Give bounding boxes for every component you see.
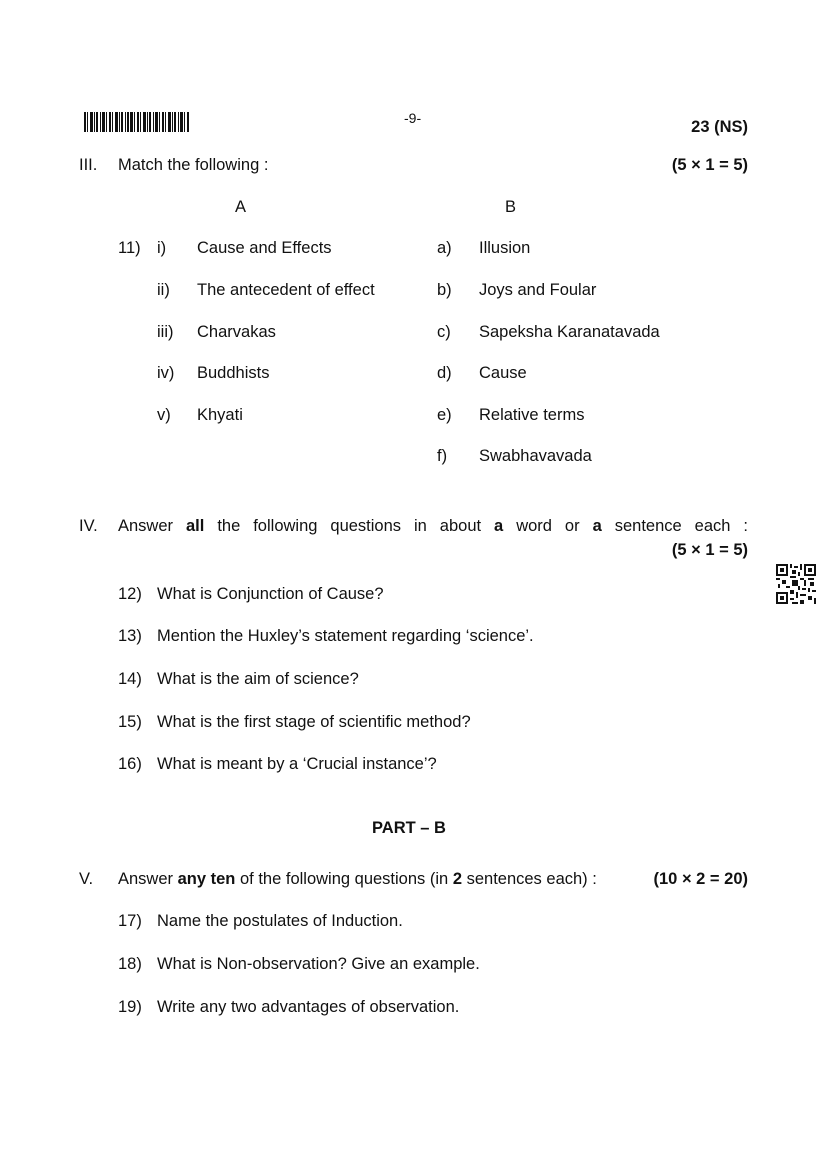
col-b-item: Illusion <box>479 239 531 257</box>
question-11-number: 11) <box>118 239 141 257</box>
column-a-heading: A <box>235 198 247 216</box>
col-a-label: i) <box>157 239 167 257</box>
barcode-image <box>84 112 190 132</box>
instruction-emphasis: a <box>592 517 602 535</box>
col-b-label: e) <box>437 406 452 424</box>
qr-code-image <box>776 564 816 604</box>
question-text: What is Conjunction of Cause? <box>157 585 384 603</box>
question-number: 17) <box>118 912 142 930</box>
col-b-label: b) <box>437 281 452 299</box>
col-b-item: Cause <box>479 364 527 382</box>
question-number: 18) <box>118 955 142 973</box>
section-v-marks: (10 × 2 = 20) <box>653 870 748 888</box>
col-b-item: Relative terms <box>479 406 585 424</box>
instruction-emphasis: a <box>494 517 504 535</box>
instruction-text: sentences each) : <box>466 870 597 888</box>
question-number: 12) <box>118 585 142 603</box>
col-b-item: Sapeksha Karanatavada <box>479 323 660 341</box>
section-iii-marks: (5 × 1 = 5) <box>671 156 748 174</box>
section-iv-marks: (5 × 1 = 5) <box>671 541 748 559</box>
col-a-item: The antecedent of effect <box>197 281 375 299</box>
question-text: Write any two advantages of observation. <box>157 998 460 1016</box>
question-text: What is the first stage of scientific method? <box>157 713 471 731</box>
section-v-instruction <box>118 870 597 889</box>
instruction-text: Answer <box>118 517 174 535</box>
question-text: What is Non-observation? Give an example. <box>157 955 480 973</box>
instruction-emphasis: any ten <box>177 870 236 888</box>
section-iii-title: Match the following : <box>118 156 269 174</box>
instruction-text: of the following questions (in <box>240 870 449 888</box>
instruction-text: sentence each : <box>614 517 748 535</box>
col-b-label: c) <box>437 323 451 341</box>
col-b-label: f) <box>437 447 448 465</box>
col-a-label: iv) <box>157 364 175 382</box>
question-number: 16) <box>118 755 142 773</box>
page-number: -9- <box>404 110 422 126</box>
instruction-text: the following questions in about <box>217 517 482 535</box>
instruction-emphasis: all <box>186 517 205 535</box>
paper-code: 23 (NS) <box>691 118 748 136</box>
section-iii-numeral: III. <box>79 156 98 174</box>
col-a-label: ii) <box>157 281 170 299</box>
question-text: What is the aim of science? <box>157 670 359 688</box>
col-b-label: d) <box>437 364 452 382</box>
section-v-numeral: V. <box>79 870 94 888</box>
instruction-text: word or <box>516 517 580 535</box>
instruction-emphasis: 2 <box>452 870 462 888</box>
col-b-item: Joys and Foular <box>479 281 597 299</box>
section-iv-instruction <box>118 517 748 536</box>
question-number: 19) <box>118 998 142 1016</box>
col-a-item: Buddhists <box>197 364 270 382</box>
column-b-heading: B <box>505 198 517 216</box>
col-b-label: a) <box>437 239 452 257</box>
col-b-item: Swabhavavada <box>479 447 592 465</box>
part-b-heading: PART – B <box>372 819 446 837</box>
question-text: Mention the Huxley’s statement regarding ‘science’. <box>157 627 534 645</box>
question-number: 15) <box>118 713 142 731</box>
col-a-item: Charvakas <box>197 323 276 341</box>
question-text: Name the postulates of Induction. <box>157 912 403 930</box>
question-text: What is meant by a ‘Crucial instance’? <box>157 755 437 773</box>
col-a-label: v) <box>157 406 171 424</box>
col-a-label: iii) <box>157 323 174 341</box>
section-iv-numeral: IV. <box>79 517 98 535</box>
question-number: 13) <box>118 627 142 645</box>
col-a-item: Khyati <box>197 406 243 424</box>
question-number: 14) <box>118 670 142 688</box>
instruction-text: Answer <box>118 870 174 888</box>
col-a-item: Cause and Effects <box>197 239 332 257</box>
